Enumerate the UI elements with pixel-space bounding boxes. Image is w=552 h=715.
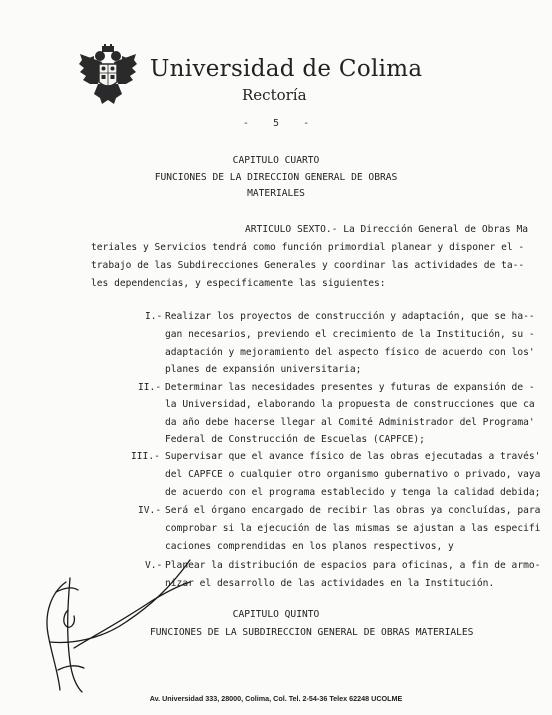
chapter-4-subtitle-line-1: FUNCIONES DE LA DIRECCION GENERAL DE OBRAS	[154, 172, 398, 183]
item-3-line-1: Supervisar que el avance físico de las obras ejecutadas a través'	[165, 451, 541, 462]
page-number: - 5 -	[242, 118, 310, 129]
office-name: Rectoría	[242, 86, 307, 104]
item-1-line-1: Realizar los proyectos de construcción y adaptación, que se ha--	[165, 311, 535, 322]
item-4-line-3: caciones comprendidas en los planos respectivos, y	[165, 541, 454, 552]
item-2-label: II.-	[138, 382, 162, 393]
item-5-line-2: nizar el desarrollo de las actividades en la Institución.	[165, 578, 495, 589]
article-6-line-3: trabajo de las Subdirecciones Generales y coordinar las actividades de ta--	[91, 260, 525, 271]
item-4-label: IV.-	[138, 505, 162, 516]
article-6-line-1: ARTICULO SEXTO.- La Dirección General de Obras Ma	[245, 224, 529, 235]
item-2-line-3: da año debe hacerse llegar al Comité Administrador del Programa'	[165, 417, 535, 428]
chapter-4-subtitle-line-2: MATERIALES	[247, 188, 305, 199]
chapter-4-title: CAPITULO CUARTO	[232, 155, 320, 166]
item-4-line-2: comprobar si la ejecución de las mismas se ajustan a las especifi	[165, 523, 541, 534]
item-2-line-1: Determinar las necesidades presentes y futuras de expansión de -	[165, 382, 535, 393]
item-5-label: V.-	[145, 560, 163, 571]
article-6-line-4: les dependencias, y especificamente las siguientes:	[91, 278, 386, 289]
chapter-5-title: CAPITULO QUINTO	[232, 609, 320, 620]
item-3-line-3: de acuerdo con el programa establecido y tenga la calidad debida;	[165, 487, 541, 498]
handwritten-signature-icon	[30, 552, 220, 702]
item-3-line-2: del CAPFCE o cualquier otro organismo gubernativo o privado, vaya	[165, 469, 541, 480]
item-1-line-2: gan necesarios, previendo el crecimiento de la Institución, su -	[165, 329, 535, 340]
footer-address: Av. Universidad 333, 28000, Colima, Col. Tel. 2-54-36 Telex 62248 UCOLME	[149, 694, 403, 703]
item-2-line-4: Federal de Construcción de Escuelas (CAPFCE);	[165, 434, 425, 445]
item-1-label: I.-	[145, 311, 163, 322]
item-1-line-3: adaptación y mejoramiento del aspecto físico de acuerdo con los'	[165, 347, 535, 358]
item-4-line-1: Será el órgano encargado de recibir las obras ya concluídas, para	[165, 505, 541, 516]
item-1-line-4: planes de expansión universitaria;	[165, 364, 362, 375]
item-2-line-2: la Universidad, elaborando la propuesta de construcciones que ca	[165, 399, 535, 410]
university-crest-icon	[78, 44, 138, 106]
article-6-line-2: teriales y Servicios tendrá como función primordial planear y disponer el -	[91, 242, 525, 253]
item-5-line-1: Planear la distribución de espacios para oficinas, a fin de armo-	[165, 560, 541, 571]
chapter-5-subtitle: FUNCIONES DE LA SUBDIRECCION GENERAL DE OBRAS MATERIALES	[150, 627, 474, 638]
item-3-label: III.-	[131, 451, 160, 462]
university-name: Universidad de Colima	[150, 56, 423, 82]
